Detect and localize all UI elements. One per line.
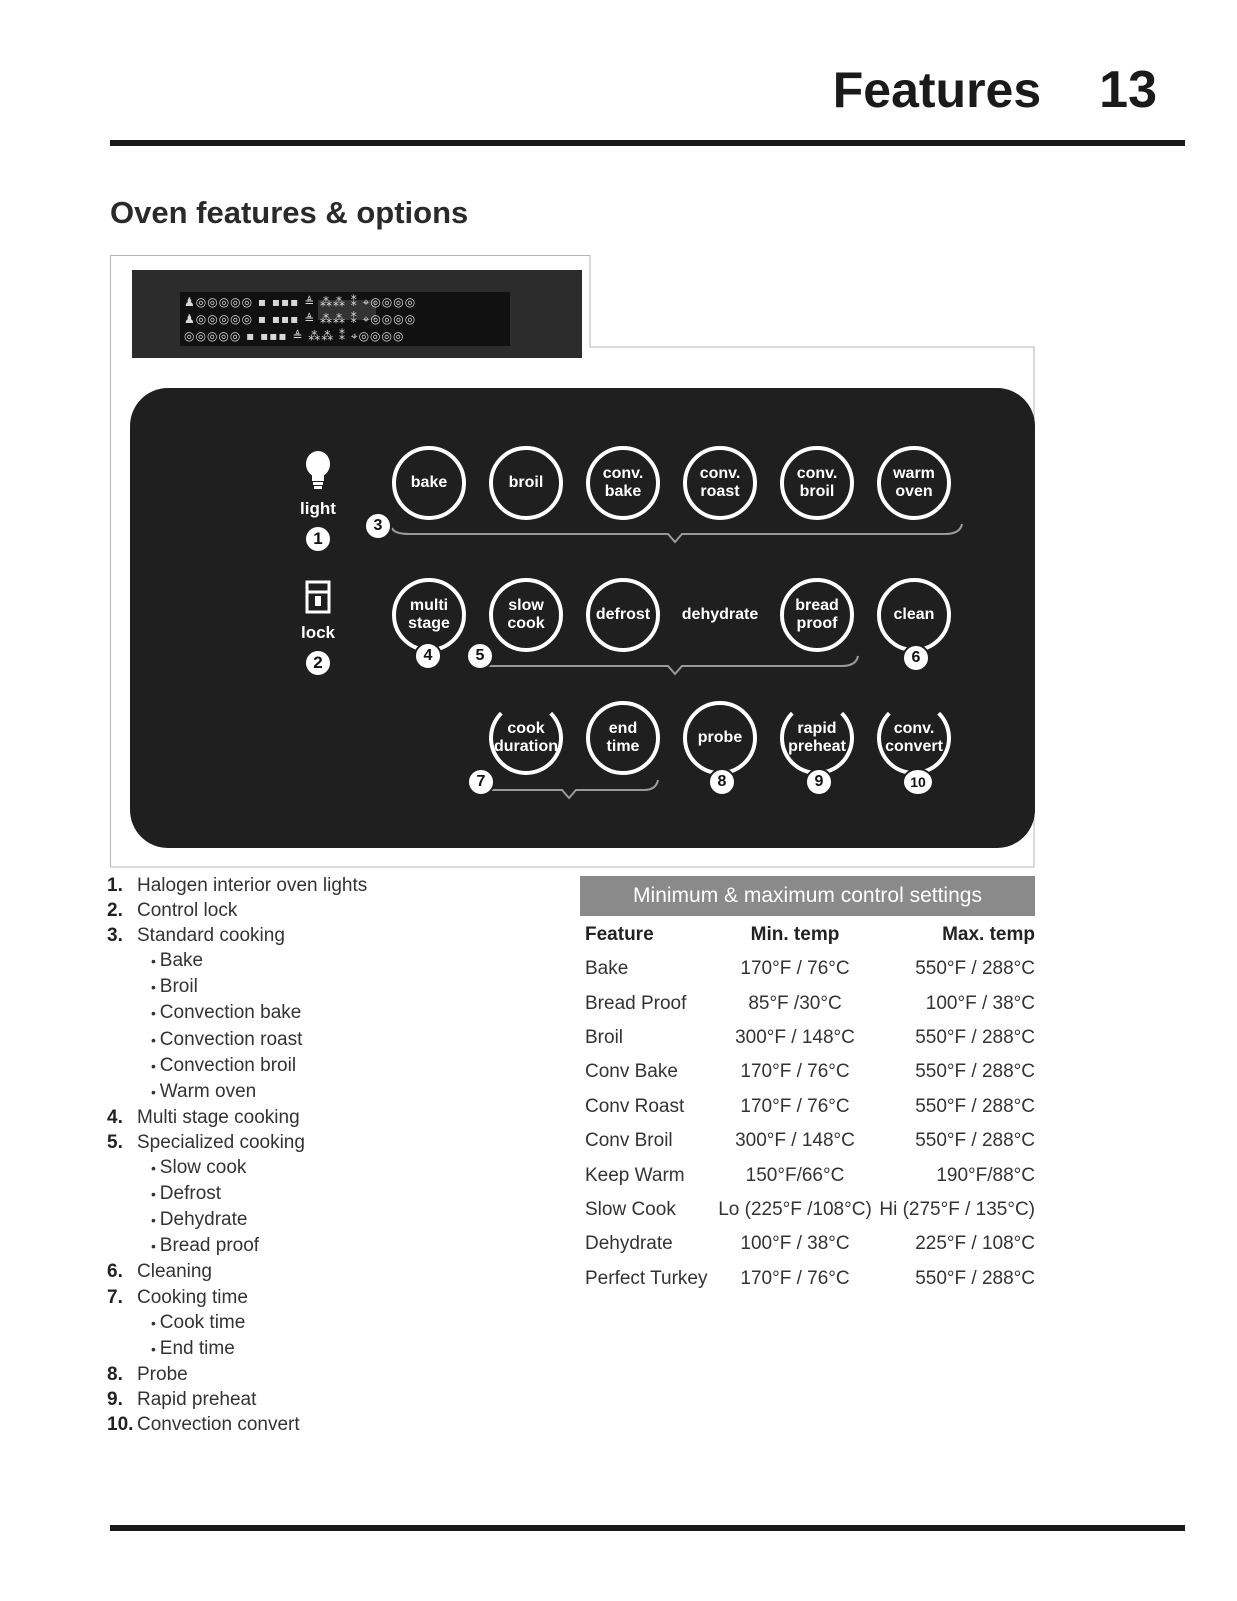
feature-number: 8.: [107, 1363, 123, 1385]
dehydrate-button[interactable]: dehydrate: [681, 606, 759, 623]
callout-7: 7: [467, 768, 495, 796]
table-cell: 150°F/66°C: [745, 1164, 845, 1186]
feature-number: 2.: [107, 900, 123, 922]
header-title: Features: [832, 62, 1042, 118]
section-title: Oven features & options: [110, 195, 469, 230]
settings-table: [585, 918, 1035, 1296]
strip-row: ♟◎◎◎◎◎ ▪ ▪▪▪ ≜ ⁂⁂ ⁑ ⌖◎◎◎◎: [184, 312, 417, 326]
strip-row: ◎◎◎◎◎ ▪ ▪▪▪ ≜ ⁂⁂ ⁑ ⌖◎◎◎◎: [184, 329, 405, 343]
table-cell: Keep Warm: [585, 1164, 685, 1186]
feature-subitem: [107, 1233, 507, 1259]
multi-stage-button[interactable]: multi stage: [392, 578, 466, 652]
feature-subitem: [107, 1155, 507, 1181]
callout-3: 3: [364, 512, 392, 540]
settings-table-title: Minimum & maximum control settings: [580, 876, 1035, 916]
column-header: Feature: [585, 924, 654, 945]
table-row: [585, 1158, 1035, 1192]
lock-label: lock: [300, 623, 336, 642]
feature-text: Convection convert: [137, 1413, 300, 1435]
table-row: [585, 1227, 1035, 1261]
feature-number: 3.: [107, 925, 123, 947]
callout-10: 10: [902, 768, 934, 796]
feature-item: [107, 923, 507, 948]
feature-subitem-text: Bread proof: [159, 1235, 260, 1257]
feature-item: [107, 1387, 507, 1412]
table-cell: Bread Proof: [585, 992, 687, 1014]
table-cell: Broil: [585, 1026, 624, 1048]
feature-text: Rapid preheat: [137, 1388, 257, 1410]
feature-subitem: [107, 1053, 507, 1079]
callout-5: 5: [466, 642, 494, 670]
feature-subitem-text: Broil: [159, 976, 198, 998]
feature-subitem-text: Cook time: [159, 1311, 246, 1333]
table-cell: 170°F / 76°C: [740, 1061, 850, 1083]
feature-item: [107, 1412, 507, 1437]
table-cell: Conv Bake: [585, 1061, 678, 1083]
feature-subitem-text: Defrost: [159, 1183, 222, 1205]
button-panel: [130, 388, 1035, 848]
feature-item: [107, 1362, 507, 1387]
feature-subitem: [107, 1207, 507, 1233]
feature-text: Control lock: [137, 900, 238, 922]
broil-button[interactable]: broil: [489, 446, 563, 520]
feature-text: Specialized cooking: [137, 1131, 305, 1153]
header-rule: [110, 140, 1185, 146]
strip-row: ♟◎◎◎◎◎ ▪ ▪▪▪ ≜ ⁂⁂ ⁑ ⌖◎◎◎◎: [184, 295, 417, 309]
column-header: Max. temp: [942, 924, 1035, 945]
feature-subitem: [107, 1027, 507, 1053]
feature-number: 10.: [107, 1413, 134, 1435]
end-time-button[interactable]: end time: [586, 701, 660, 775]
table-cell: Slow Cook: [585, 1198, 676, 1220]
warm-oven-button[interactable]: warm oven: [877, 446, 951, 520]
table-cell: Hi (275°F / 135°C): [879, 1198, 1035, 1220]
clean-button[interactable]: clean: [877, 578, 951, 652]
feature-subitem: [107, 1336, 507, 1362]
feature-text: Cleaning: [137, 1261, 212, 1283]
light-control: [293, 450, 343, 551]
table-row: [585, 1055, 1035, 1089]
cook-duration-button[interactable]: cook duration: [489, 701, 563, 775]
feature-list: [107, 873, 507, 1437]
lock-control: [293, 580, 343, 675]
table-row: [585, 1090, 1035, 1124]
light-bulb-icon: [304, 450, 332, 490]
table-cell: 170°F / 76°C: [740, 958, 850, 980]
footer-rule: [110, 1525, 1185, 1531]
feature-number: 1.: [107, 875, 123, 896]
callout-8: 8: [708, 768, 736, 796]
table-cell: Bake: [585, 958, 629, 980]
feature-subitem-text: Convection bake: [159, 1002, 302, 1024]
table-row: [585, 1193, 1035, 1227]
table-cell: 190°F/88°C: [936, 1164, 1035, 1186]
feature-subitem: [107, 1000, 507, 1026]
table-cell: 300°F / 148°C: [735, 1130, 855, 1152]
feature-subitem: [107, 974, 507, 1000]
feature-subitem: [107, 1079, 507, 1105]
feature-number: 5.: [107, 1131, 123, 1153]
bake-button[interactable]: bake: [392, 446, 466, 520]
feature-subitem: [107, 1310, 507, 1336]
strip-button-rows: [184, 294, 509, 345]
control-strip-panel: [132, 270, 582, 358]
table-cell: 300°F / 148°C: [735, 1026, 855, 1048]
callout-4: 4: [414, 642, 442, 670]
conv-convert-button[interactable]: conv. convert: [877, 701, 951, 775]
feature-text: Halogen interior oven lights: [137, 875, 368, 896]
conv-broil-button[interactable]: conv. broil: [780, 446, 854, 520]
table-header-row: [585, 918, 1035, 952]
feature-subitem-text: Dehydrate: [159, 1209, 248, 1231]
table-row: [585, 986, 1035, 1020]
table-cell: 550°F / 288°C: [915, 1026, 1035, 1048]
table-cell: 170°F / 76°C: [740, 1267, 850, 1289]
feature-subitem-text: End time: [159, 1337, 235, 1359]
feature-number: 6.: [107, 1261, 123, 1283]
column-header: Min. temp: [750, 924, 840, 945]
feature-item: [107, 1259, 507, 1284]
feature-item: [107, 873, 507, 898]
defrost-button[interactable]: defrost: [586, 578, 660, 652]
feature-text: Multi stage cooking: [137, 1106, 300, 1128]
feature-subitem: [107, 948, 507, 974]
feature-subitem-text: Bake: [159, 950, 204, 972]
table-cell: Conv Broil: [585, 1130, 673, 1152]
table-cell: 550°F / 288°C: [915, 1095, 1035, 1117]
feature-subitem-text: Warm oven: [159, 1080, 257, 1102]
callout-9: 9: [805, 768, 833, 796]
feature-subitem-text: Slow cook: [159, 1157, 247, 1179]
control-panel-diagram: [110, 255, 1055, 868]
feature-subitem: [107, 1181, 507, 1207]
feature-subitem-text: Convection broil: [159, 1054, 297, 1076]
bread-proof-button[interactable]: bread proof: [780, 578, 854, 652]
callout-2: 2: [306, 651, 330, 675]
feature-text: Standard cooking: [137, 925, 285, 947]
control-strip: [180, 292, 510, 346]
page-number: 13: [1099, 61, 1157, 119]
table-cell: 100°F / 38°C: [740, 1233, 850, 1255]
feature-text: Probe: [137, 1363, 188, 1385]
feature-subitem-text: Convection roast: [159, 1028, 303, 1050]
table-cell: 225°F / 108°C: [915, 1233, 1035, 1255]
feature-item: [107, 898, 507, 923]
callout-1: 1: [306, 527, 330, 551]
conv-roast-button[interactable]: conv. roast: [683, 446, 757, 520]
feature-number: 4.: [107, 1106, 123, 1128]
table-cell: 550°F / 288°C: [915, 1061, 1035, 1083]
feature-number: 9.: [107, 1388, 123, 1410]
feature-number: 7.: [107, 1286, 123, 1308]
table-cell: 550°F / 288°C: [915, 1130, 1035, 1152]
table-cell: Dehydrate: [585, 1233, 673, 1255]
table-cell: 85°F /30°C: [748, 992, 842, 1014]
table-cell: Perfect Turkey: [585, 1267, 708, 1289]
slow-cook-button[interactable]: slow cook: [489, 578, 563, 652]
table-cell: 170°F / 76°C: [740, 1095, 850, 1117]
table-row: [585, 1262, 1035, 1296]
table-cell: Lo (225°F /108°C): [718, 1198, 872, 1220]
rapid-preheat-button[interactable]: rapid preheat: [780, 701, 854, 775]
table-row: [585, 952, 1035, 986]
light-label: light: [300, 499, 336, 518]
callout-6: 6: [902, 644, 930, 672]
table-cell: 100°F / 38°C: [925, 992, 1035, 1014]
feature-item: [107, 1130, 507, 1155]
conv-bake-button[interactable]: conv. bake: [586, 446, 660, 520]
page-header: [833, 60, 1157, 120]
table-cell: 550°F / 288°C: [915, 958, 1035, 980]
table-cell: 550°F / 288°C: [915, 1267, 1035, 1289]
feature-item: [107, 1105, 507, 1130]
table-row: [585, 1124, 1035, 1158]
feature-text: Cooking time: [137, 1286, 248, 1308]
table-row: [585, 1021, 1035, 1055]
feature-item: [107, 1285, 507, 1310]
lock-icon: [304, 580, 332, 614]
probe-button[interactable]: probe: [683, 701, 757, 775]
table-cell: Conv Roast: [585, 1095, 685, 1117]
